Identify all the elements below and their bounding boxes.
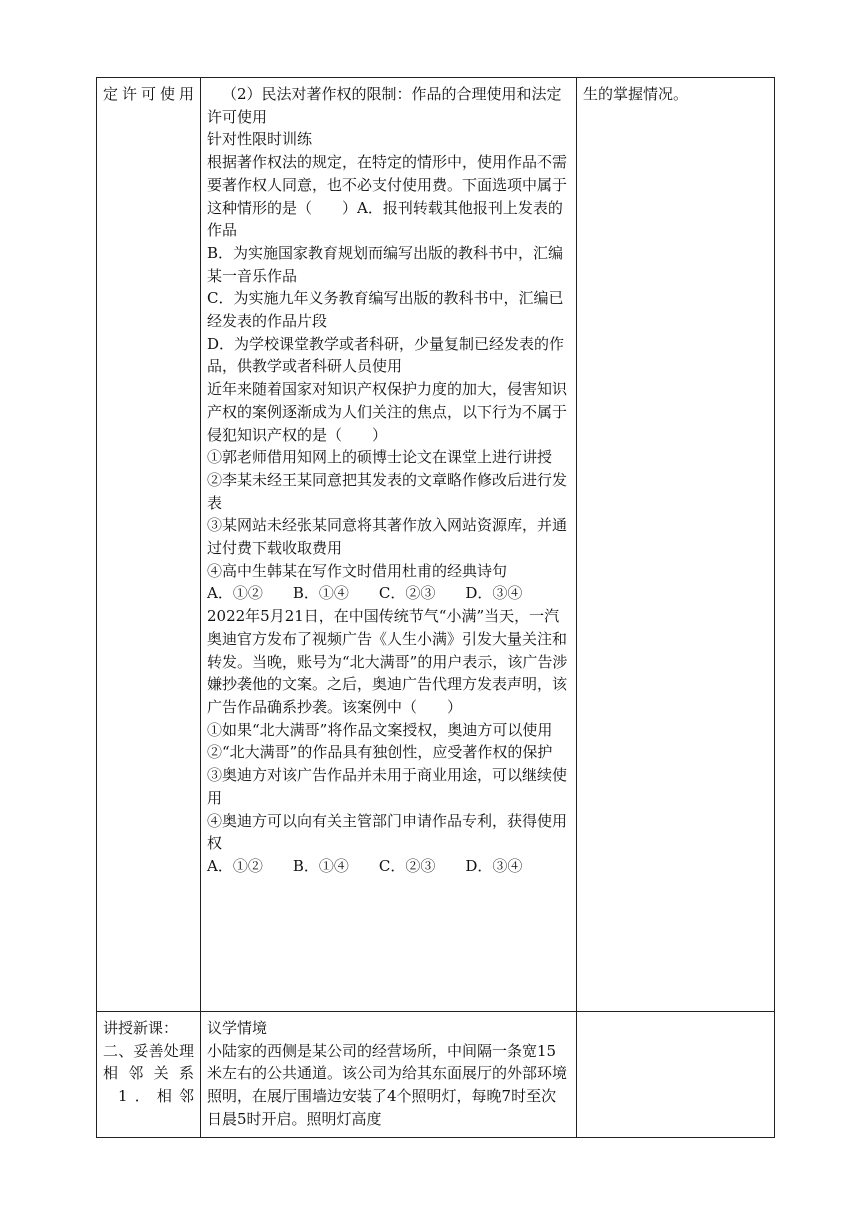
question-3-item-2: ②“北大满哥”的作品具有独创性，应受著作权的保护 xyxy=(207,743,553,762)
question-1-option-b: B．为实施国家教育规划而编写出版的教科书中，汇编某一音乐作品 xyxy=(207,243,564,285)
question-3-item-1: ①如果“北大满哥”将作品文案授权，奥迪方可以使用 xyxy=(207,720,553,739)
notes-cell xyxy=(577,78,775,1012)
section-cell xyxy=(97,1012,201,1138)
question-3-item-4: ④奥迪方可以向有关主管部门申请作品专利，获得使用权 xyxy=(207,811,568,853)
notes-text: 生的掌握情况。 xyxy=(583,85,689,103)
section-label: 定许可使用 xyxy=(103,85,194,103)
content-cell xyxy=(201,1012,577,1138)
question-2-options: A．①② B．①④ C．②③ D．③④ xyxy=(207,584,523,603)
question-3-options: A．①② B．①④ C．②③ D．③④ xyxy=(207,856,523,875)
notes-cell xyxy=(577,1012,775,1138)
question-2-stem: 近年来随着国家对知识产权保护力度的加大，侵害知识产权的案例逐渐成为人们关注的焦点，以下行为不属于侵犯知识产权的是（ ） xyxy=(207,380,568,444)
table-row xyxy=(97,78,775,1012)
question-2-item-3: ③某网站未经张某同意将其著作放入网站资源库，并通过付费下载收取费用 xyxy=(207,516,568,558)
question-2-item-1: ①郭老师借用知网上的硕博士论文在课堂上进行讲授 xyxy=(207,448,553,467)
question-2-item-2: ②李某未经王某同意把其发表的文章略作修改后进行发表 xyxy=(207,470,568,512)
question-1-option-d: D．为学校课堂教学或者科研，少量复制已经发表的作品，供教学或者科研人员使用 xyxy=(207,334,565,376)
question-1-option-c: C．为实施九年义务教育编写出版的教科书中，汇编已经发表的作品片段 xyxy=(207,289,564,331)
scenario-text: 小陆家的西侧是某公司的经营场所，中间隔一条宽15米左右的公共通道。该公司为给其东面展厅的外部环境照明，在展厅围墙边安装了4个照明灯，每晚7时至次日晨5时开启。照明灯高度 xyxy=(207,1041,568,1128)
section-label-sub: 1．相邻 xyxy=(118,1087,194,1106)
scenario-heading: 议学情境 xyxy=(207,1019,268,1037)
question-3-item-3: ③奥迪方对该广告作品并未用于商业用途，可以继续使用 xyxy=(207,766,568,807)
section-cell xyxy=(97,78,201,1012)
content-cell xyxy=(201,78,577,1012)
lesson-plan-table xyxy=(96,77,775,1138)
table-row xyxy=(97,1012,775,1138)
section-label-heading: 二、妥善处理相邻关系 xyxy=(103,1041,194,1083)
section-heading: （2）民法对著作权的限制：作品的合理使用和法定许可使用 xyxy=(207,85,562,126)
question-3-stem: 2022年5月21日，在中国传统节气“小满”当天，一汽奥迪官方发布了视频广告《人生小满》引发大量关注和转发。当晚，账号为“北大满哥”的用户表示，该广告涉嫌抄袭他的文案。之后，奥迪广告代理方发表声明，该广告作品确系抄袭。该案例中（ ） xyxy=(207,607,568,716)
subheading: 针对性限时训练 xyxy=(207,130,313,149)
section-label-lecture: 讲授新课： xyxy=(103,1019,179,1037)
question-1-stem: 根据著作权法的规定，在特定的情形中，使用作品不需要著作权人同意，也不必支付使用费。下面选项中属于这种情形的是（ ）A．报刊转载其他报刊上发表的作品 xyxy=(207,153,568,240)
question-2-item-4: ④高中生韩某在写作文时借用杜甫的经典诗句 xyxy=(207,561,508,580)
